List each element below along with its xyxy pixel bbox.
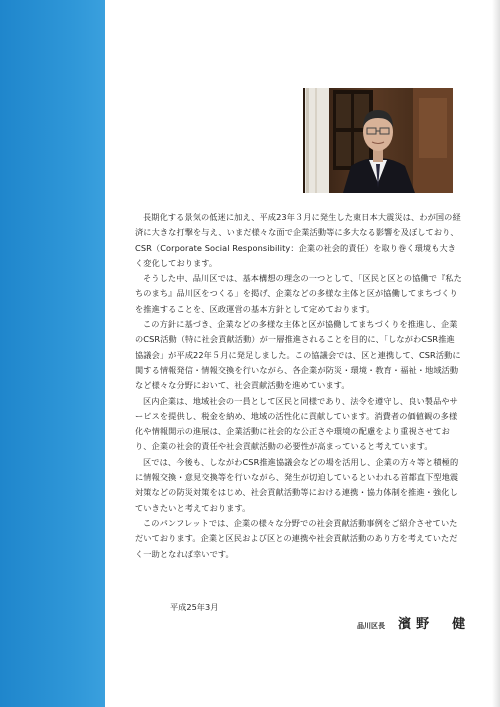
issue-date: 平成25年3月 xyxy=(170,602,219,612)
paragraph-4: 区内企業は、地域社会の一員として区民と同様であり、法令を遵守し、良い製品やサービスを提供し、税金を納め、地域の活性化に貢献しています。消費者の価値観の多様化や情報開示の進展は、企業活動に社会的な公正さや環境の配慮をより重視させており、企業の社会的責任や社会貢献活動の必要性が高まっていると考えています。 xyxy=(135,395,458,452)
signature-name: 濱野 健 xyxy=(398,617,471,632)
left-color-band xyxy=(0,0,105,707)
paragraph-1: 長期化する景気の低迷に加え、平成23年３月に発生した東日本大震災は、わが国の経済に大きな打撃を与え、いまだ様々な面で企業活動等に多大なる影響を及ぼしており、CSR（Corporate Social Responsibility：企業の社会的責任）を取り巻く環境も大きく変化しております。 xyxy=(135,212,461,268)
mayor-portrait-photo xyxy=(303,88,453,193)
paragraph-6: このパンフレットでは、企業の様々な分野での社会貢献活動事例をご紹介させていただいております。企業と区民および区との連携や社会貢献活動のあり方を考えていただく一助となれば幸いです。 xyxy=(135,517,458,559)
paragraph-3: この方針に基づき、企業などの多様な主体と区が協働してまちづくりを推進し、企業のCSR活動（特に社会貢献活動）が一層推進されることを目的に、「しながわCSR推進協議会」が平成22年５月に発足しました。この協議会では、区と連携して、CSR活動に関する情報発信・情報交換を行いながら、各企業が防災・環境・教育・福祉・地域活動など様々な分野において、社会貢献活動を進めています。 xyxy=(135,319,461,391)
signature-block xyxy=(357,613,470,632)
signature-title: 品川区長 xyxy=(357,621,385,630)
message-body xyxy=(135,210,462,562)
paragraph-5: 区では、今後も、しながわCSR推進協議会などの場を活用し、企業の方々等と積極的に情報交換・意見交換等を行いながら、発生が切迫しているといわれる首都直下型地震対策などの防災対策をはじめ、社会貢献活動等における連携・協力体制を推進・強化していきたいと考えております。 xyxy=(135,456,459,513)
paragraph-2: そうした中、品川区では、基本構想の理念の一つとして、「区民と区との協働で『私たちのまち』品川区をつくる」を掲げ、企業などの多様な主体と区が協働してまちづくりを推進することを、区政運営の基本方針として定めております。 xyxy=(135,273,462,314)
page-edge-shadow xyxy=(492,0,500,707)
portrait-illustration xyxy=(303,88,453,193)
